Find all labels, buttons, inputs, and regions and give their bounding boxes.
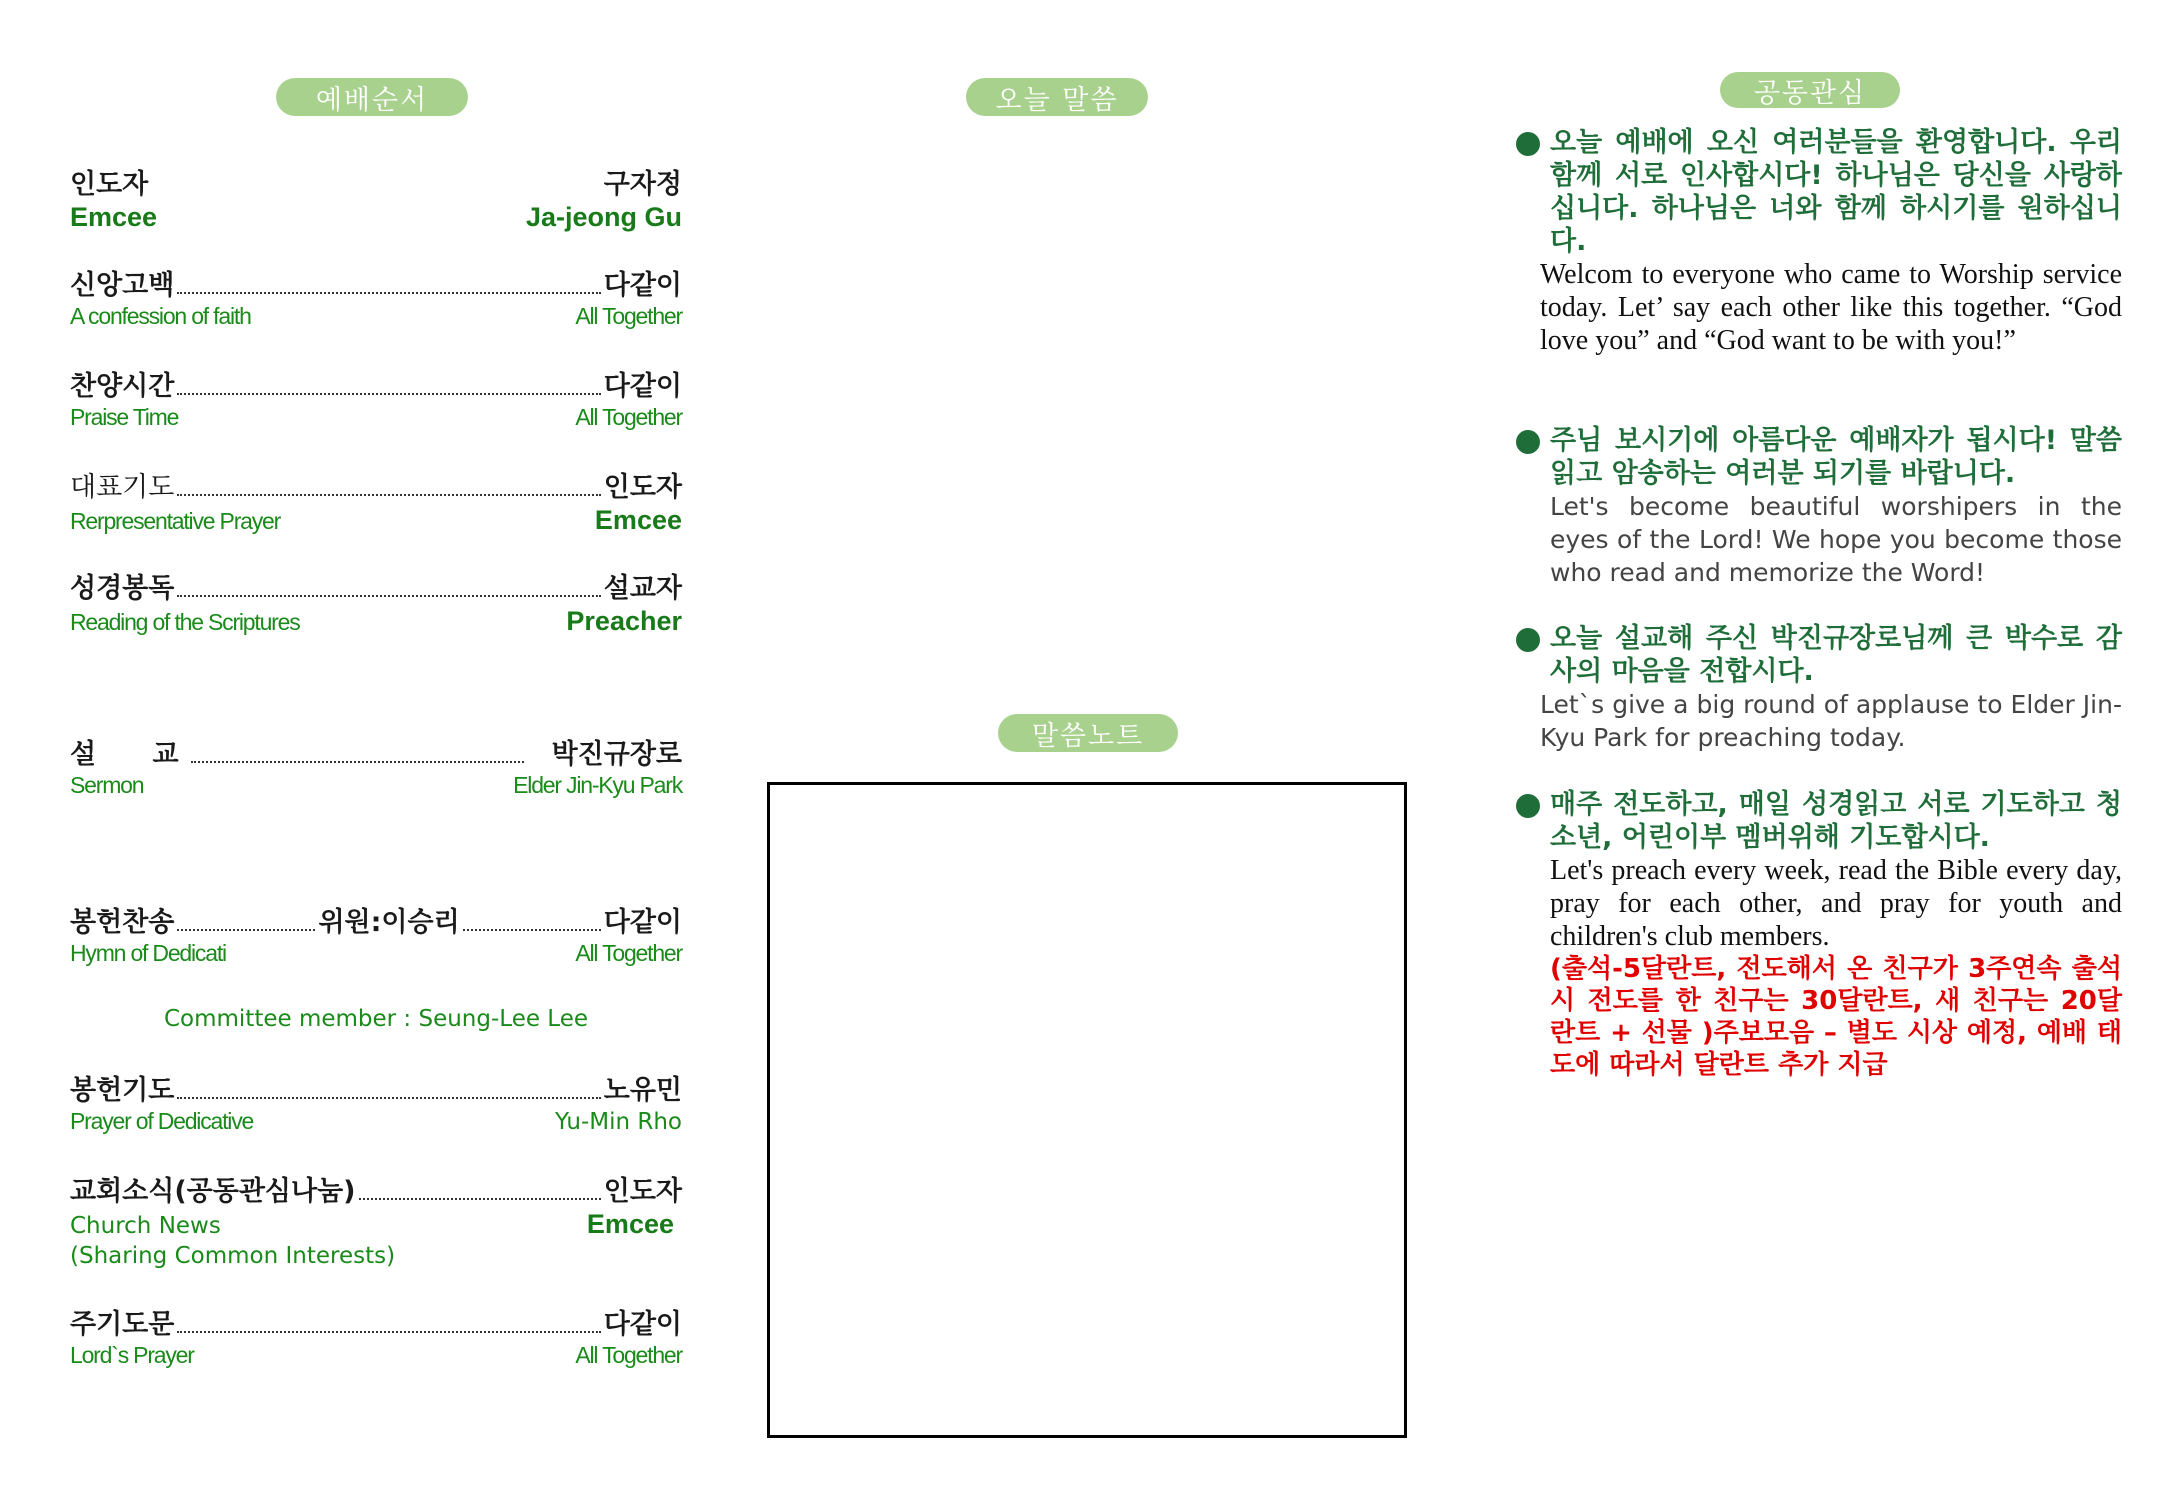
order-item-en: Prayer of Dedicative — [70, 1108, 254, 1134]
order-item-leader: 다같이 — [603, 371, 682, 402]
dot-leader — [177, 1331, 600, 1333]
order-item-hymn — [70, 900, 682, 974]
order-item-ko: 설 교 — [70, 739, 188, 770]
order-item-ko: 인도자 — [70, 169, 149, 200]
order-item-ko: 대표기도 — [70, 472, 175, 503]
order-item-ko: 봉헌기도 — [70, 1075, 175, 1106]
order-of-worship-header: 예배순서 — [276, 78, 468, 116]
order-item-en: Sermon — [70, 772, 144, 798]
bullet-icon — [1516, 430, 1540, 454]
order-item-leader: 설교자 — [603, 573, 682, 604]
order-item-en: Hymn of Dedicati — [70, 940, 226, 966]
bullet-icon — [1516, 132, 1540, 156]
bullet-icon — [1516, 794, 1540, 818]
dot-leader — [359, 1198, 601, 1200]
order-item-scripture — [70, 566, 682, 640]
announcement-ko: 주님 보시기에 아름다운 예배자가 됩시다! 말씀 읽고 암송하는 여러분 되기를 바랍니다. — [1550, 425, 2122, 489]
order-item-leader: 다같이 — [603, 907, 683, 938]
word-note-box — [767, 782, 1407, 1438]
announcement-ko: 오늘 예배에 오신 여러분들을 환영합니다. 우리 함께 서로 인사합시다! 하나님은 당신을 사랑하십니다. 하나님은 너와 함께 하시기를 원하십니다. — [1550, 127, 2122, 257]
dot-leader — [177, 393, 600, 395]
order-item-en-leader: All Together — [575, 303, 682, 329]
order-item-en-leader: Elder Jin-Kyu Park — [513, 772, 682, 798]
order-item-ko: 찬양시간 — [70, 371, 175, 402]
order-item-en: Church News — [70, 1213, 221, 1239]
order-item-church-news — [70, 1169, 682, 1277]
dot-leader — [177, 1097, 600, 1099]
order-item-praise — [70, 364, 682, 438]
order-item-leader: 인도자 — [603, 1176, 682, 1207]
order-item-ko: 봉헌찬송 — [70, 907, 175, 938]
announcement-applause — [1516, 622, 2122, 754]
announcement-en: Let's become beautiful worshipers in the eyes of the Lord! We hope you become those who read and memorize the Word! — [1550, 492, 2122, 587]
order-item-en-leader: All Together — [575, 404, 682, 430]
dot-leader — [177, 929, 315, 931]
order-item-en-leader: Emcee — [594, 505, 682, 535]
word-note-header: 말씀노트 — [998, 714, 1178, 752]
order-item-en-leader: Emcee — [586, 1209, 674, 1239]
order-item-en-leader: Yu-Min Rho — [554, 1109, 682, 1135]
today-word-header: 오늘 말씀 — [966, 78, 1148, 116]
dot-leader — [177, 292, 600, 294]
dot-leader — [463, 929, 601, 931]
order-item-en: Praise Time — [70, 404, 179, 430]
order-item-en-leader: Preacher — [566, 606, 682, 636]
order-item-en: Reading of the Scriptures — [70, 609, 300, 635]
order-item-en: Lord`s Prayer — [70, 1342, 194, 1368]
order-item-en: A confession of faith — [70, 303, 251, 329]
order-item-en-leader: All Together — [575, 940, 682, 966]
announcement-ko: 오늘 설교해 주신 박진규장로님께 큰 박수로 감사의 마음을 전합시다. — [1550, 623, 2122, 687]
order-item-sermon — [70, 732, 682, 806]
order-item-en: Rerpresentative Prayer — [70, 508, 281, 534]
order-item-prayer — [70, 465, 682, 539]
order-item-en-leader: All Together — [575, 1342, 682, 1368]
announcement-ko: 매주 전도하고, 매일 성경읽고 서로 기도하고 청소년, 어린이부 멤버위해 기도합시다. — [1550, 789, 2122, 853]
order-item-ko: 교회소식(공동관심나눔) — [70, 1176, 356, 1207]
order-item-confession — [70, 263, 682, 337]
bullet-icon — [1516, 628, 1540, 652]
common-interest-header: 공동관심 — [1720, 72, 1900, 108]
order-item-en-leader: Ja-jeong Gu — [525, 202, 682, 232]
announcement-en: Welcom to everyone who came to Worship service today. Let’ say each other like this together. “God love you” and “God want to be with you!” — [1540, 259, 2122, 356]
order-item-en-sub: (Sharing Common Interests) — [70, 1243, 396, 1269]
dot-leader — [177, 595, 600, 597]
order-item-emcee — [70, 162, 682, 236]
order-item-ko: 성경봉독 — [70, 573, 175, 604]
order-item-leader: 인도자 — [603, 472, 682, 503]
announcement-welcome — [1516, 126, 2122, 357]
order-item-leader: 구자정 — [603, 169, 682, 200]
announcement-en: Let`s give a big round of applause to Elder Jin-Kyu Park for preaching today. — [1540, 690, 2122, 752]
order-item-leader: 노유민 — [603, 1075, 682, 1106]
order-item-leader: 다같이 — [603, 270, 682, 301]
order-item-dedication-prayer — [70, 1068, 682, 1142]
dot-leader — [191, 761, 524, 763]
committee-note: Committee member : Seung-Lee Lee — [163, 1006, 589, 1032]
order-item-en: Emcee — [70, 202, 158, 232]
announcement-preach — [1516, 788, 2122, 1081]
order-item-leader: 박진규장로 — [551, 739, 682, 770]
order-item-lords-prayer — [70, 1302, 682, 1376]
announcement-worshipers — [1516, 424, 2122, 589]
announcement-en: Let's preach every week, read the Bible every day, pray for each other, and pray for youth and children's club members. — [1550, 855, 2122, 952]
order-item-ko: 신앙고백 — [70, 270, 175, 301]
talent-notice: (출석-5달란트, 전도해서 온 친구가 3주연속 출석시 전도를 한 친구는 30달란트, 새 친구는 20달란트 + 선물 )주보모음 – 별도 시상 예정, 예배 태도에 따라서 달란트 추가 지급 — [1550, 954, 2122, 1080]
dot-leader — [177, 494, 600, 496]
order-item-leader: 다같이 — [603, 1309, 682, 1340]
order-item-committee: 위원:이승리 — [318, 907, 460, 938]
order-item-ko: 주기도문 — [70, 1309, 175, 1340]
